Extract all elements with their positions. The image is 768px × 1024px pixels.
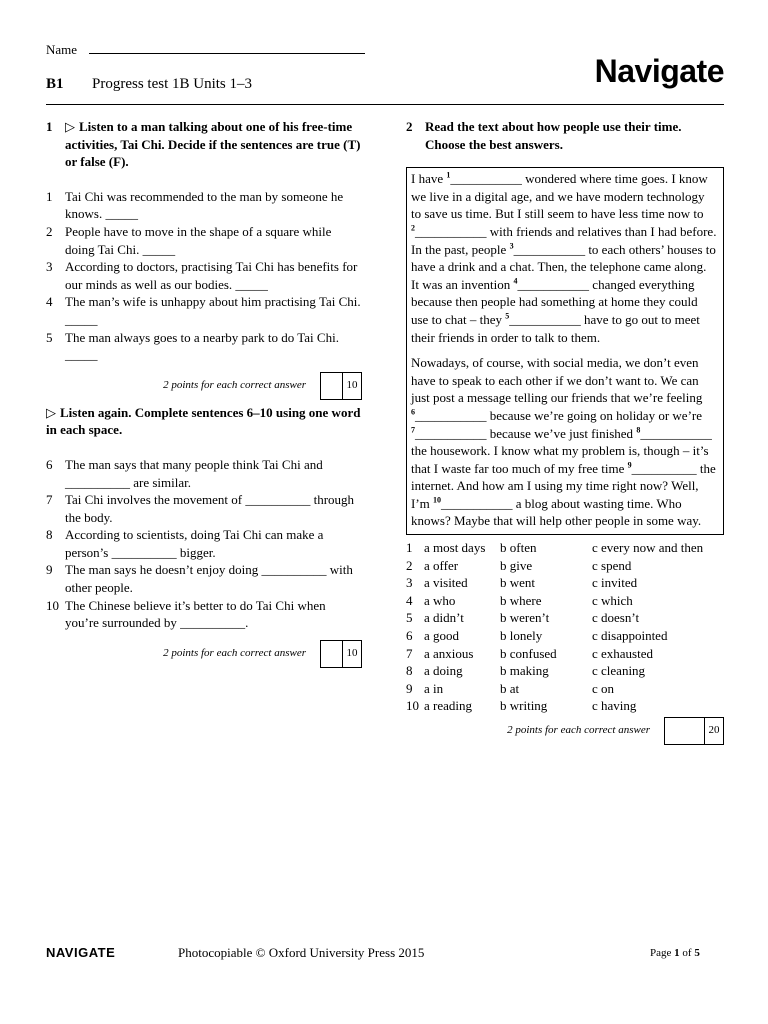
option-row	[406, 574, 703, 592]
option-c[interactable]: c doesn’t	[592, 610, 640, 626]
option-row	[406, 592, 703, 610]
instruction-text: Listen to a man talking about one of his free-time activities, Tai Chi. Decide if the sentences are true (T) or false (F).	[65, 119, 361, 170]
name-label: Name	[46, 42, 78, 57]
option-b[interactable]: b went	[500, 575, 536, 591]
answer-options-table	[406, 539, 703, 715]
instruction-text: Read the text about how people use their time. Choose the best answers.	[425, 119, 682, 152]
points-row	[406, 717, 724, 745]
option-number: 8	[406, 663, 413, 679]
max-score: 10	[342, 641, 361, 667]
option-number: 1	[406, 540, 413, 556]
score-input[interactable]	[321, 373, 342, 399]
footer-brand: NAVIGATE	[46, 945, 116, 960]
option-a[interactable]: a good	[424, 628, 460, 644]
list-item: 2 People have to move in the shape of a square while doing Tai Chi. _____	[46, 223, 332, 257]
list-item: 6 The man says that many people think Tai Chi and __________ are similar.	[46, 456, 323, 490]
option-a[interactable]: a doing	[424, 663, 463, 679]
option-b[interactable]: b often	[500, 540, 537, 556]
option-row	[406, 662, 703, 680]
test-title: Progress test 1B Units 1–3	[92, 76, 253, 92]
points-text: 2 points for each correct answer	[163, 647, 306, 660]
option-row	[406, 557, 703, 575]
option-row	[406, 680, 703, 698]
option-c[interactable]: c spend	[592, 557, 632, 573]
name-line	[89, 41, 365, 54]
gap-number: 8	[636, 425, 641, 435]
true-false-list	[46, 188, 362, 364]
text-segment: I have	[411, 171, 447, 187]
option-b[interactable]: b lonely	[500, 628, 543, 644]
text-segment: ___________ because we’ve just finished	[415, 425, 637, 441]
option-row	[406, 609, 703, 627]
option-number: 6	[406, 628, 413, 644]
text-segment: ___________ to each others’ houses to have a drink and a chat. Then, the telephone came along. It was an invention	[411, 241, 716, 292]
list-item: 9 The man says he doesn’t enjoy doing __________ with other people.	[46, 562, 353, 596]
option-c[interactable]: c cleaning	[592, 663, 646, 679]
footer-copyright: Photocopiable © Oxford University Press 2015	[178, 945, 425, 960]
option-number: 7	[406, 645, 413, 661]
option-a[interactable]: a in	[424, 680, 444, 696]
points-row	[46, 640, 362, 668]
option-row	[406, 627, 703, 645]
option-a[interactable]: a anxious	[424, 645, 474, 661]
option-b[interactable]: b where	[500, 592, 542, 608]
level-label: B1	[46, 76, 64, 92]
list-item: 10 The Chinese believe it’s better to do Tai Chi when you’re surrounded by __________.	[46, 597, 326, 631]
option-c[interactable]: c exhausted	[592, 645, 654, 661]
list-item: 3 According to doctors, practising Tai Chi has benefits for our minds as well as our bodies. _____	[46, 259, 358, 292]
gap-number: 9	[627, 460, 632, 470]
section-2	[406, 118, 724, 745]
option-row	[406, 539, 703, 557]
points-row	[46, 372, 362, 400]
name-field	[46, 41, 365, 58]
list-item: 7 Tai Chi involves the movement of __________ through the body.	[46, 492, 355, 525]
option-a[interactable]: a reading	[424, 698, 473, 714]
option-c[interactable]: c on	[592, 680, 615, 696]
option-b[interactable]: b writing	[500, 698, 548, 714]
list-item: 5 The man always goes to a nearby park to do Tai Chi. _____	[46, 329, 339, 363]
section-number: 1	[46, 119, 53, 134]
gap-number: 4	[513, 276, 518, 286]
list-item: 4 The man’s wife is unhappy about him practising Tai Chi. _____	[46, 294, 361, 327]
option-number: 9	[406, 680, 413, 696]
audio-icon: ▷	[46, 404, 56, 420]
score-input[interactable]	[321, 641, 342, 667]
option-b[interactable]: b give	[500, 557, 533, 573]
points-text: 2 points for each correct answer	[507, 724, 650, 737]
option-b[interactable]: b confused	[500, 645, 557, 661]
reading-text-box	[406, 167, 724, 535]
option-number: 10	[406, 698, 419, 714]
option-b[interactable]: b weren’t	[500, 610, 550, 626]
option-a[interactable]: a didn’t	[424, 610, 464, 626]
gap-number: 2	[411, 223, 415, 233]
list-item: 1 Tai Chi was recommended to the man by someone he knows. _____	[46, 188, 344, 222]
option-b[interactable]: b at	[500, 680, 520, 696]
reading-paragraph-2	[411, 354, 717, 530]
gap-number: 7	[411, 425, 415, 435]
score-box	[320, 372, 362, 400]
text-segment: ___________ because we’re going on holiday or we’re	[415, 407, 702, 423]
section-number: 2	[406, 119, 413, 134]
option-a[interactable]: a most days	[424, 540, 486, 556]
score-input[interactable]	[665, 718, 704, 744]
audio-icon: ▷	[65, 119, 75, 134]
reading-paragraph-1	[411, 170, 717, 346]
page-number: Page 1 of 5	[650, 947, 700, 959]
text-segment: ___________ have to go out to meet their friends in order to talk to them.	[411, 311, 700, 345]
max-score: 10	[342, 373, 361, 399]
option-c[interactable]: c invited	[592, 575, 638, 591]
section-1-instruction	[46, 118, 362, 171]
section-2-instruction	[406, 118, 724, 153]
score-box	[320, 640, 362, 668]
header-divider	[46, 104, 724, 105]
option-a[interactable]: a who	[424, 592, 456, 608]
option-row	[406, 697, 703, 715]
option-c[interactable]: c disappointed	[592, 628, 668, 644]
text-segment: ___________ the housework. I know what my problem is, though – it’s that I waste far too much of my free time	[411, 425, 712, 476]
text-segment: ___________ wondered where time goes. I know we live in a digital age, and we have modern technology to save us time. But I still seem to have less time now to	[411, 171, 708, 222]
gap-fill-list	[46, 456, 362, 632]
gap-number: 3	[509, 241, 514, 251]
section-1-instruction-2	[46, 404, 362, 439]
option-number: 5	[406, 610, 413, 626]
option-row	[406, 645, 703, 663]
gap-number: 10	[433, 495, 442, 505]
list-item: 8 According to scientists, doing Tai Chi can make a person’s __________ bigger.	[46, 527, 324, 560]
gap-number: 5	[505, 311, 510, 321]
text-segment: __________ the internet. And how am I using my time right now? Well, I’m	[411, 460, 716, 511]
option-c[interactable]: c which	[592, 592, 633, 608]
gap-number: 6	[411, 407, 415, 417]
score-box	[664, 717, 724, 745]
option-c[interactable]: c having	[592, 698, 637, 714]
points-text: 2 points for each correct answer	[163, 378, 306, 391]
option-number: 2	[406, 557, 413, 573]
option-a[interactable]: a visited	[424, 575, 468, 591]
option-number: 4	[406, 592, 413, 608]
section-1	[46, 118, 362, 668]
gap-number: 1	[446, 170, 451, 180]
text-segment: ___________ a blog about wasting time. Who knows? Maybe that will help other people in some way.	[411, 495, 702, 529]
text-segment: ___________ with friends and relatives than I had before. In the past, people	[411, 223, 717, 257]
option-b[interactable]: b making	[500, 663, 549, 679]
brand-logo: Navigate	[594, 53, 724, 89]
max-score: 20	[704, 718, 723, 744]
option-number: 3	[406, 575, 413, 591]
option-a[interactable]: a offer	[424, 557, 459, 573]
text-segment: ___________ changed everything because then people had something at home they could use to chat – they	[411, 276, 698, 327]
instruction-text: Listen again. Complete sentences 6–10 using one word in each space.	[46, 404, 361, 438]
text-segment: Nowadays, of course, with social media, we don’t even have to speak to each other if we don’t want to. We can just post a message telling our friends that we’re feeling	[411, 355, 703, 406]
option-c[interactable]: c every now and then	[592, 540, 704, 556]
